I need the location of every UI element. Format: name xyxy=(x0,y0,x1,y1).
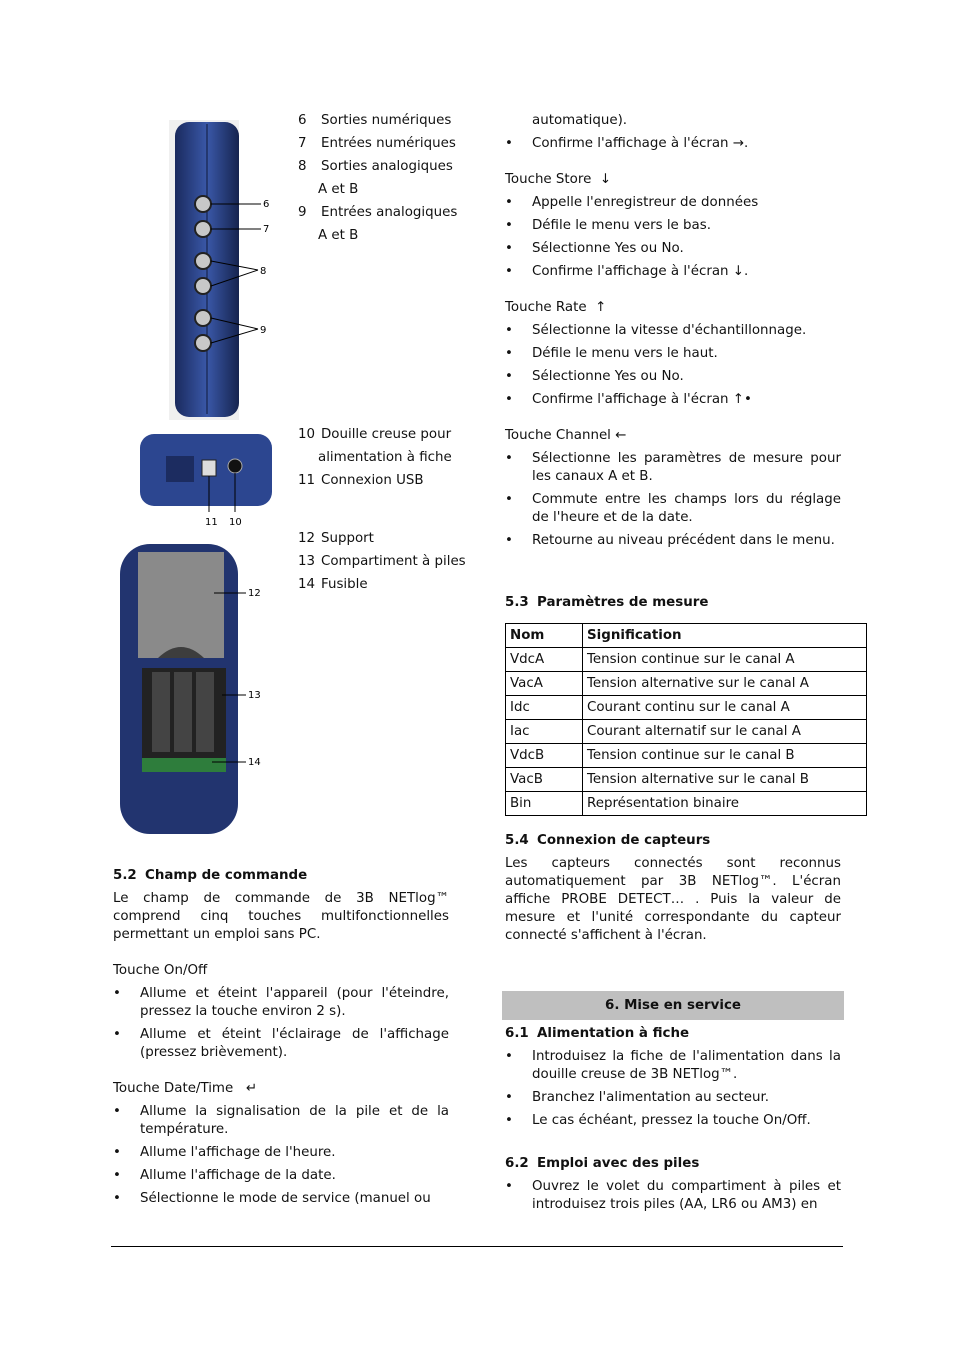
device-back-view-image xyxy=(112,540,272,838)
table-row xyxy=(506,696,867,720)
legend-back xyxy=(298,530,478,599)
table-cell: Iac xyxy=(506,720,583,744)
legend-power xyxy=(298,426,478,495)
key-label-datetime: Touche Date/Time ↵ xyxy=(113,1081,258,1096)
list-item: • Défile le menu vers le bas. xyxy=(505,217,841,235)
table-row xyxy=(506,720,867,744)
section-heading: 5.2 Champ de commande xyxy=(113,868,308,883)
legend-outputs xyxy=(298,112,478,250)
list-item: • Branchez l'alimentation au secteur. xyxy=(505,1089,841,1107)
fig-label-8: 8 xyxy=(260,266,267,277)
section-heading: 6.2 Emploi avec des piles xyxy=(505,1156,700,1171)
table-row xyxy=(506,672,867,696)
list-item: • Allume la signalisation de la pile et de la température. xyxy=(113,1103,449,1139)
arrow-down-icon: ↓ xyxy=(599,172,612,187)
list-item: • Sélectionne Yes ou No. xyxy=(505,240,841,258)
store-list xyxy=(505,194,841,281)
list-item: • Confirme l'affichage à l'écran →. xyxy=(505,135,841,153)
fig-label-11: 11 xyxy=(205,517,218,528)
key-label-channel: Touche Channel ← xyxy=(505,428,627,443)
legend-item: 8 Sorties analogiques xyxy=(298,159,453,174)
list-item: • Le cas échéant, pressez la touche On/Off. xyxy=(505,1112,841,1130)
key-label-onoff: Touche On/Off xyxy=(113,963,208,978)
legend-item: 7 Entrées numériques xyxy=(298,136,456,151)
table-cell: Bin xyxy=(506,792,583,816)
table-row xyxy=(506,744,867,768)
list-item: • Appelle l'enregistreur de données xyxy=(505,194,841,212)
list-item: • Défile le menu vers le haut. xyxy=(505,345,841,363)
legend-item: 14 Fusible xyxy=(298,577,368,592)
list-item: • Ouvrez le volet du compartiment à piles et introduisez trois piles (AA, LR6 ou AM3) en xyxy=(505,1178,841,1214)
fig-label-10: 10 xyxy=(229,517,242,528)
table-cell: Représentation binaire xyxy=(583,792,867,816)
arrow-up-icon: ↑ xyxy=(595,300,607,315)
parameters-table xyxy=(505,623,867,816)
legend-item: 9 Entrées analogiques xyxy=(298,205,458,220)
section-heading: 5.4 Connexion de capteurs xyxy=(505,833,711,848)
legend-item: A et B xyxy=(318,182,359,197)
onoff-list xyxy=(113,985,449,1062)
list-item: • Retourne au niveau précédent dans le menu. xyxy=(505,532,841,550)
battery-list xyxy=(505,1178,841,1214)
rate-list xyxy=(505,322,841,409)
continued-text: automatique). xyxy=(532,113,628,128)
device-bottom-view-image xyxy=(138,432,278,530)
section-paragraph: Les capteurs connectés sont reconnus automatiquement par 3B NETlog™. L'écran affiche PROBE DETECT… . Puis la valeur de mesure et l'unité correspondante du capteur connecté s'affichent à l'écran. xyxy=(505,856,841,943)
list-item: • Sélectionne Yes ou No. xyxy=(505,368,841,386)
legend-item: 12 Support xyxy=(298,531,374,546)
table-cell: VacB xyxy=(506,768,583,792)
table-row xyxy=(506,648,867,672)
key-label-store: Touche Store ↓ xyxy=(505,172,612,187)
table-cell: Courant alternatif sur le canal A xyxy=(583,720,867,744)
legend-item: 6 Sorties numériques xyxy=(298,113,452,128)
power-list xyxy=(505,1048,841,1130)
table-row xyxy=(506,768,867,792)
table-header-row xyxy=(506,624,867,648)
channel-list xyxy=(505,450,841,550)
list-item: • Introduisez la fiche de l'alimentation dans la douille creuse de 3B NETlog™. xyxy=(505,1048,841,1084)
section-5-2 xyxy=(113,867,449,1213)
fig-label-14: 14 xyxy=(248,757,261,768)
table-cell: VacA xyxy=(506,672,583,696)
confirm-list xyxy=(505,135,841,153)
table-cell: VdcA xyxy=(506,648,583,672)
section-6-2 xyxy=(505,1155,841,1219)
list-item: • Confirme l'affichage à l'écran ↓. xyxy=(505,263,841,281)
list-item: • Sélectionne les paramètres de mesure pour les canaux A et B. xyxy=(505,450,841,486)
table-cell: Idc xyxy=(506,696,583,720)
list-item: • Allume l'affichage de la date. xyxy=(113,1167,449,1185)
section-6-1 xyxy=(505,1025,841,1135)
table-cell: Tension continue sur le canal A xyxy=(583,648,867,672)
right-column-top xyxy=(505,112,841,555)
table-cell: Tension alternative sur le canal B xyxy=(583,768,867,792)
list-item: • Confirme l'affichage à l'écran ↑• xyxy=(505,391,841,409)
section-heading: 6.1 Alimentation à fiche xyxy=(505,1026,690,1041)
legend-item: A et B xyxy=(318,228,359,243)
list-item: • Allume l'affichage de l'heure. xyxy=(113,1144,449,1162)
device-side-view-image xyxy=(165,118,285,423)
legend-item: 13 Compartiment à piles xyxy=(298,554,466,569)
return-icon: ↵ xyxy=(246,1081,258,1096)
table-cell: Tension continue sur le canal B xyxy=(583,744,867,768)
legend-item: 11 Connexion USB xyxy=(298,473,424,488)
list-item: • Allume et éteint l'éclairage de l'affichage (pressez brièvement). xyxy=(113,1026,449,1062)
legend-item: 10 Douille creuse pour xyxy=(298,427,452,442)
section-5-4 xyxy=(505,832,841,945)
list-item: • Sélectionne le mode de service (manuel ou xyxy=(113,1190,449,1208)
fig-label-12: 12 xyxy=(248,588,261,599)
table-cell: Courant continu sur le canal A xyxy=(583,696,867,720)
fig-label-6: 6 xyxy=(263,199,270,210)
list-item: • Sélectionne la vitesse d'échantillonnage. xyxy=(505,322,841,340)
list-item: • Commute entre les champs lors du réglage de l'heure et de la date. xyxy=(505,491,841,527)
table-header-cell: Nom xyxy=(506,624,583,648)
footer-rule xyxy=(111,1246,843,1247)
fig-label-7: 7 xyxy=(263,224,270,235)
table-header-cell: Signification xyxy=(583,624,867,648)
legend-item: alimentation à fiche xyxy=(318,450,452,465)
chapter-heading-bar: 6. Mise en service xyxy=(502,991,844,1020)
table-row xyxy=(506,792,867,816)
key-label-rate: Touche Rate ↑ xyxy=(505,300,607,315)
fig-label-9: 9 xyxy=(260,325,267,336)
section-heading-5-3: 5.3 Paramètres de mesure xyxy=(505,595,709,610)
list-item: • Allume et éteint l'appareil (pour l'éteindre, pressez la touche environ 2 s). xyxy=(113,985,449,1021)
intro-paragraph: Le champ de commande de 3B NETlog™ comprend cinq touches multifonctionnelles permettant un emploi sans PC. xyxy=(113,891,449,942)
fig-label-13: 13 xyxy=(248,690,261,701)
table-cell: Tension alternative sur le canal A xyxy=(583,672,867,696)
table-cell: VdcB xyxy=(506,744,583,768)
datetime-list xyxy=(113,1103,449,1208)
